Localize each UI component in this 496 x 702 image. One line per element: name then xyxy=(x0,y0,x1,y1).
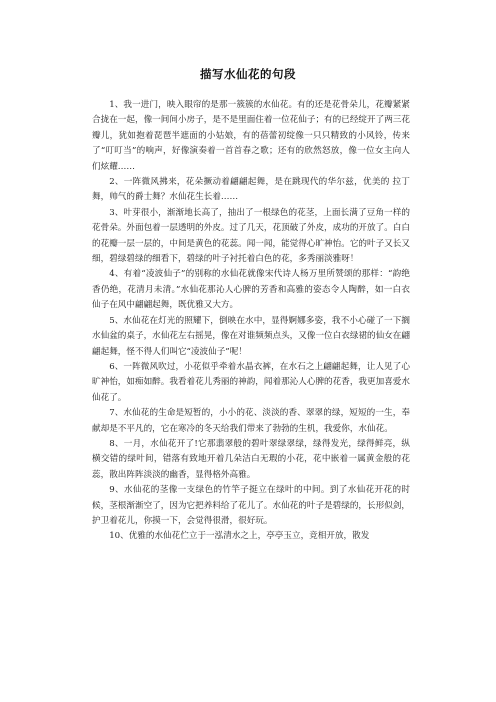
paragraph-2: 2、一阵微风拂来，花朵撅动着翩翩起舞，是在跳现代的华尔兹，优美的 拉丁舞，帅气的爵士舞？水仙花生长着…… xyxy=(92,177,410,203)
paragraph-5: 5、水仙花在灯光的照耀下，倒映在水中，显得婀娜多姿，我不小心碰了一下搁水仙盆的桌子，水仙花左右摇晃，像在对谁频频点头，又像一位白衣绿裙的仙女在翩翩起舞，怪不得人们叫它“凌波仙子”呢！ xyxy=(92,315,410,357)
document-title: 描写水仙花的句段 xyxy=(200,67,296,81)
paragraph-3: 3、叶芽很小，渐渐地长高了，抽出了一根绿色的花茎，上面长满了豆角一样的花骨朵。外面包着一层透明的外皮。过了几天，花顶破了外皮，成功的开放了。白白的花瓣一层一层的，中间是黄色的花蕊。闻一闻，能觉得心旷神怡。它的叶子又长又细，碧绿碧绿的细看下，碧绿的叶子衬托着白色的花，多秀丽淡雅呀！ xyxy=(92,207,410,265)
paragraph-6: 6、一阵微风吹过，小花似乎牵着水晶衣裤，在水石之上翩翩起舞，让人见了心旷神怡，如痴如醉。我看着花儿秀丽的神韵，闻着那沁人心脾的花香，我更加喜爱水仙花了。 xyxy=(92,361,410,403)
paragraph-10: 10、优雅的水仙花伫立于一泓清水之上，亭亭玉立，竞相开放，散发 xyxy=(109,531,370,542)
paragraph-9: 9、水仙花的茎像一支绿色的竹竿子挺立在绿叶的中间。到了水仙花开花的时候，茎根渐渐空了，因为它把养料给了花儿了。水仙花的叶子是碧绿的，长形似剑，护卫着花儿，你摸一下，会觉得很滑，很好玩。 xyxy=(92,485,410,526)
document-body xyxy=(92,98,410,545)
paragraph-8: 8、一月，水仙花开了!它那翡翠般的碧叶翠绿翠绿，绿得发光，绿得鲜亮，纵横交错的绿叶间，错落有致地开着几朵洁白无瑕的小花，花中嵌着一属黄金般的花蕊，散出阵阵淡淡的幽香，显得格外高雅。 xyxy=(92,438,410,480)
paragraph-1: 1、我一进门，映入眼帘的是那一簇簇的水仙花。有的还是花骨朵儿，花瓣紧紧合拢在一起，像一间间小房子，是不是里面住着一位花仙子；有的已经绽开了两三花瓣儿，犹如抱着琵琶半遮面的小姑娘，有的蓓蕾初绽像一只只精致的小风铃，传来了“叮叮当”的响声，好像演奏着一首首春之歌；还有的欣然怒放，像一位女主向人们炫耀…… xyxy=(92,100,410,172)
paragraph-7: 7、水仙花的生命是短暂的，小小的花、淡淡的香、翠翠的绿，短短的一生，奉献却是不平凡的，它在寒冷的冬天给我们带来了勃勃的生机，我爱你，水仙花。 xyxy=(92,408,410,434)
paragraph-4: 4、有着“凌波仙子”的别称的水仙花就像宋代诗人杨万里所赞颂的那样：“韵绝香仍绝，花清月未清。”水仙花那沁人心脾的芳香和高雅的姿态令人陶醉，如一白衣仙子在风中翩翩起舞，既优雅又大方。 xyxy=(92,269,410,311)
